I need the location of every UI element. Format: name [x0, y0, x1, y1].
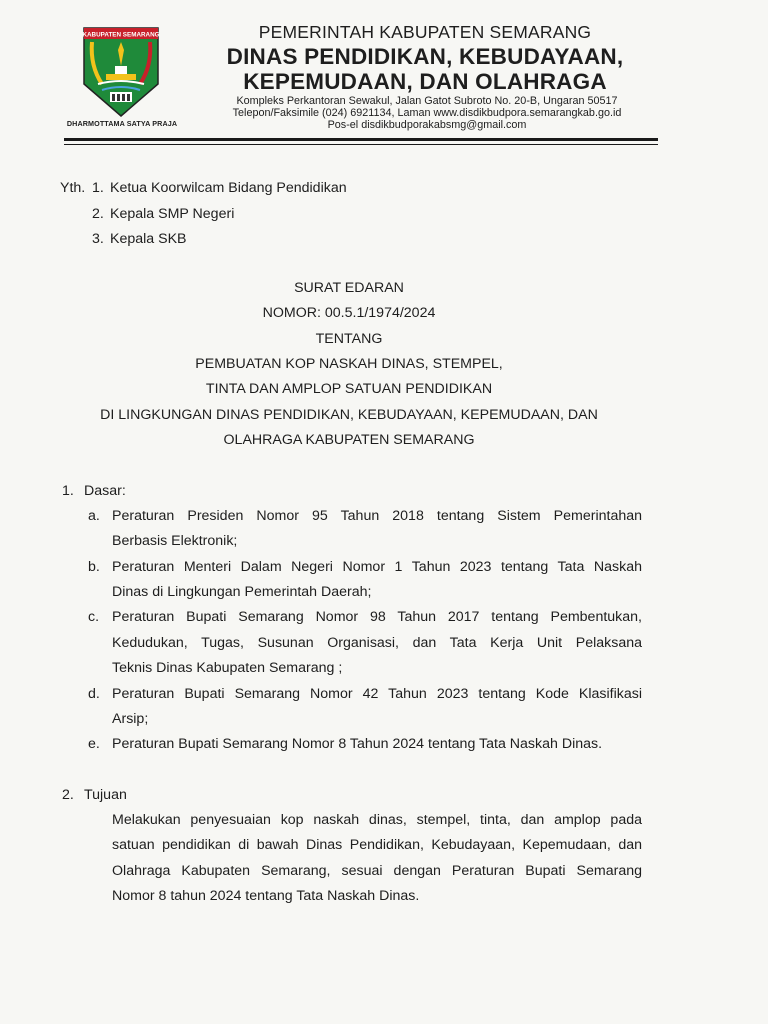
section-number: 1. [62, 483, 74, 499]
recipient-number: 1. [92, 180, 104, 196]
recipient-number: 3. [92, 231, 104, 247]
purpose-line: Olahraga Kabupaten Semarang, sesuai dengan Peraturan Bupati Semarang [112, 863, 642, 879]
agency-email: Pos-el disdikbudporakabsmg@gmail.com [327, 119, 527, 131]
agency-address: Kompleks Perkantoran Sewakul, Jalan Gatot Subroto No. 20-B, Ungaran 50517 [236, 95, 618, 107]
item-line: Peraturan Menteri Dalam Negeri Nomor 1 Tahun 2023 tentang Tata Naskah [112, 559, 642, 575]
document-type: SURAT EDARAN [294, 280, 404, 296]
agency-government-line: PEMERINTAH KABUPATEN SEMARANG [258, 22, 592, 42]
item-letter: e. [88, 736, 100, 752]
item-line: Peraturan Bupati Semarang Nomor 42 Tahun 2023 tentang Kode Klasifikasi [112, 686, 642, 702]
item-letter: b. [88, 559, 100, 575]
motto: DHARMOTTAMA SATYA PRAJA [66, 119, 178, 128]
section-heading: Tujuan [84, 787, 127, 803]
section-number: 2. [62, 787, 74, 803]
item-line: Teknis Dinas Kabupaten Semarang ; [112, 660, 343, 676]
item-letter: d. [88, 686, 100, 702]
purpose-line: Nomor 8 tahun 2024 tentang Tata Naskah Dinas. [112, 888, 420, 904]
purpose-line: Melakukan penyesuaian kop naskah dinas, stempel, tinta, dan amplop pada [112, 812, 642, 828]
subject-line: DI LINGKUNGAN DINAS PENDIDIKAN, KEBUDAYAAN, KEPEMUDAAN, DAN [100, 407, 598, 423]
salutation: Yth. [60, 180, 86, 196]
item-line: Peraturan Bupati Semarang Nomor 98 Tahun 2017 tentang Pembentukan, [112, 609, 642, 625]
item-line: Dinas di Lingkungan Pemerintah Daerah; [112, 584, 372, 600]
agency-name-line2: KEPEMUDAAN, DAN OLAHRAGA [243, 69, 607, 94]
recipient-number: 2. [92, 206, 104, 222]
recipient-name: Kepala SKB [110, 231, 187, 247]
item-line: Kedudukan, Tugas, Susunan Organisasi, dan Tata Kerja Unit Pelaksana [112, 635, 642, 651]
purpose-line: satuan pendidikan di bawah Dinas Pendidikan, Kebudayaan, Kepemudaan, dan [112, 837, 642, 853]
recipient-name: Kepala SMP Negeri [110, 206, 235, 222]
subject-line: PEMBUATAN KOP NASKAH DINAS, STEMPEL, [195, 356, 503, 372]
item-line: Arsip; [112, 711, 149, 727]
item-line: Peraturan Presiden Nomor 95 Tahun 2018 tentang Sistem Pemerintahan [112, 508, 642, 524]
subject-line: OLAHRAGA KABUPATEN SEMARANG [223, 432, 475, 448]
item-line: Peraturan Bupati Semarang Nomor 8 Tahun 2024 tentang Tata Naskah Dinas. [112, 736, 603, 752]
letterhead-rule-thick [64, 138, 658, 141]
agency-name-line1: DINAS PENDIDIKAN, KEBUDAYAAN, [226, 44, 624, 69]
section-heading: Dasar: [84, 483, 126, 499]
document-number: NOMOR: 00.5.1/1974/2024 [262, 305, 436, 321]
letterhead-rule-thin [64, 144, 658, 145]
svg-text:KABUPATEN SEMARANG: KABUPATEN SEMARANG [82, 31, 160, 39]
agency-contact: Telepon/Faksimile (024) 6921134, Laman www.disdikbudpora.semarangkab.go.id [232, 107, 622, 119]
item-line: Berbasis Elektronik; [112, 533, 238, 549]
item-letter: a. [88, 508, 100, 524]
kabupaten-semarang-logo [82, 26, 160, 118]
subject-line: TINTA DAN AMPLOP SATUAN PENDIDIKAN [205, 381, 493, 397]
item-letter: c. [88, 609, 100, 625]
recipient-name: Ketua Koorwilcam Bidang Pendidikan [110, 180, 347, 196]
document-about: TENTANG [315, 331, 383, 347]
